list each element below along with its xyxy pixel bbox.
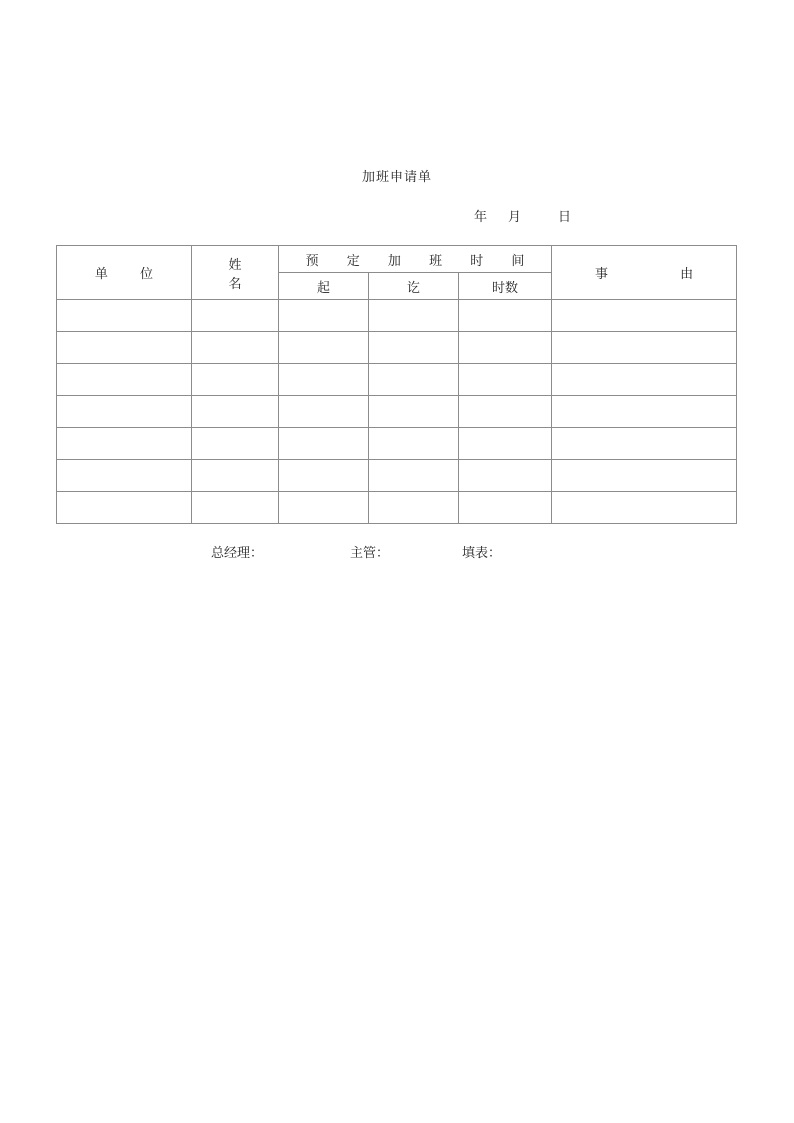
form-title: 加班申请单 [361,170,432,185]
date-year-label: 年 [474,210,488,225]
table-header-row [57,246,737,273]
cell-name[interactable] [192,460,279,492]
cell-start[interactable] [279,300,369,332]
table-row [57,460,737,492]
cell-hours[interactable] [459,396,552,428]
cell-unit[interactable] [57,364,192,396]
cell-hours[interactable] [459,460,552,492]
cell-hours[interactable] [459,332,552,364]
general-manager-signature-label: 总经理： [211,546,264,561]
cell-reason[interactable] [552,396,737,428]
cell-start[interactable] [279,460,369,492]
cell-reason[interactable] [552,364,737,396]
cell-unit[interactable] [57,460,192,492]
cell-end[interactable] [369,396,459,428]
cell-reason[interactable] [552,428,737,460]
cell-name[interactable] [192,300,279,332]
cell-unit[interactable] [57,396,192,428]
cell-unit[interactable] [57,300,192,332]
table-row [57,300,737,332]
cell-hours[interactable] [459,300,552,332]
cell-hours[interactable] [459,364,552,396]
table-row [57,364,737,396]
cell-name[interactable] [192,492,279,524]
date-day-label: 日 [558,210,572,225]
cell-end[interactable] [369,332,459,364]
cell-reason[interactable] [552,300,737,332]
cell-start[interactable] [279,396,369,428]
cell-reason[interactable] [552,492,737,524]
header-start: 起 [279,273,369,300]
cell-reason[interactable] [552,460,737,492]
cell-reason[interactable] [552,332,737,364]
cell-start[interactable] [279,364,369,396]
cell-unit[interactable] [57,428,192,460]
header-end: 讫 [369,273,459,300]
cell-name[interactable] [192,332,279,364]
header-hours: 时数 [459,273,552,300]
cell-end[interactable] [369,300,459,332]
cell-name[interactable] [192,364,279,396]
overtime-table [56,245,737,524]
cell-end[interactable] [369,460,459,492]
header-reason: 事 由 [552,246,737,300]
header-name: 姓 名 [192,246,279,300]
table-row [57,332,737,364]
cell-end[interactable] [369,492,459,524]
table-row [57,492,737,524]
cell-name[interactable] [192,396,279,428]
cell-name[interactable] [192,428,279,460]
table-row [57,428,737,460]
filled-by-signature-label: 填表： [462,546,502,561]
cell-start[interactable] [279,428,369,460]
header-planned-time: 预 定 加 班 时 间 [279,246,552,273]
cell-end[interactable] [369,428,459,460]
date-month-label: 月 [508,210,522,225]
cell-unit[interactable] [57,332,192,364]
header-unit: 单 位 [57,246,192,300]
cell-unit[interactable] [57,492,192,524]
cell-hours[interactable] [459,492,552,524]
cell-start[interactable] [279,492,369,524]
cell-end[interactable] [369,364,459,396]
cell-hours[interactable] [459,428,552,460]
cell-start[interactable] [279,332,369,364]
supervisor-signature-label: 主管： [350,546,390,561]
table-row [57,396,737,428]
